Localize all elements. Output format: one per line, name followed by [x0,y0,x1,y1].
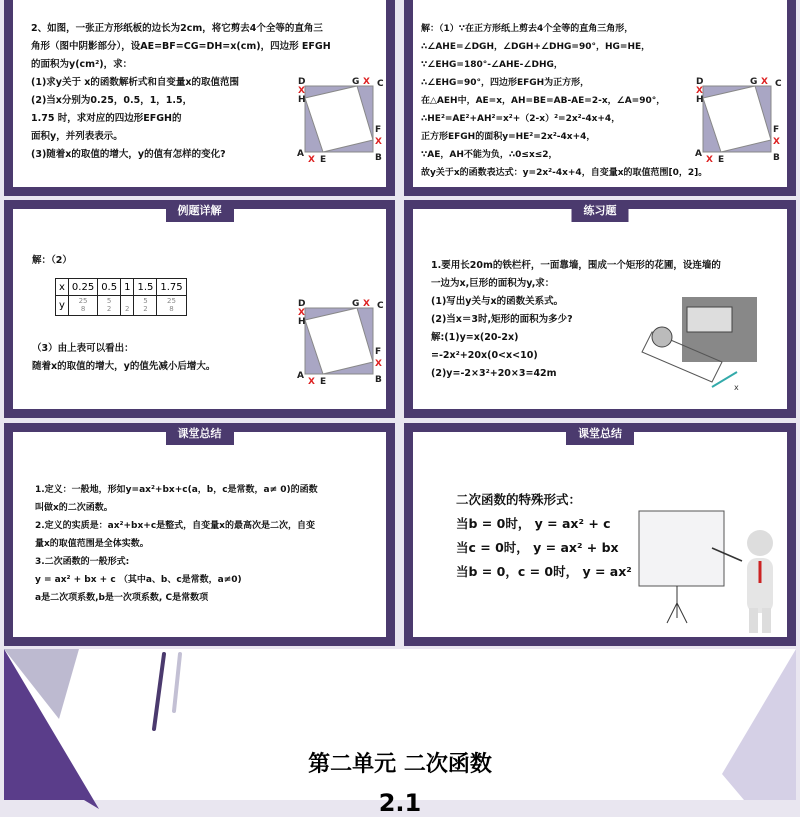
svg-text:X: X [696,86,703,96]
svg-text:D: D [298,299,306,309]
svg-text:X: X [308,377,315,387]
slide-title [4,649,796,817]
svg-text:H: H [696,95,704,105]
svg-text:X: X [298,86,305,96]
lesson-number: 2.1 [378,789,422,817]
svg-text:G: G [750,77,758,87]
svg-text:A: A [695,149,702,159]
svg-text:X: X [363,77,370,87]
svg-text:G: G [352,77,360,87]
square-diagram [295,77,385,165]
svg-text:X: X [308,155,315,165]
slide-summary-forms [404,423,796,646]
dimension-label: x [734,383,739,392]
presenter-whiteboard-illustration [632,503,792,638]
svg-text:X: X [375,137,382,147]
value-table: x 0.25 0.5 1 1.5 1.75 y 25 8 5 2 2 5 2 25 8 [55,278,187,316]
svg-text:F: F [375,347,382,357]
slide-tab-title: 课堂总结 [166,423,234,445]
svg-text:X: X [375,359,382,369]
slide-tab-title: 课堂总结 [566,423,634,445]
square-diagram [693,77,783,165]
svg-text:B: B [375,153,382,163]
svg-text:H: H [298,317,306,327]
problem-text: 2、如图，一张正方形纸板的边长为2cm，将它剪去4个全等的直角三 角形（图中阴影部分），设AE=BF=CG=DH=x(cm)，四边形 EFGH 的面积为y(cm²)，求： (1)求y关于 x的函数解析式和自变量x的取值范围 (2)当x分别为0.25，0.5，1，1.5， 1.75 时，求对应的四边形EFGH的 面积y，并列表表示。 (3)随着x的取值的增大，y的值有怎样的变化? [31,23,331,160]
garden-fence-illustration [642,292,762,392]
svg-text:C: C [775,79,782,89]
svg-text:D: D [298,77,306,87]
slide-tab-title: 例题详解 [166,200,234,222]
svg-text:X: X [298,308,305,318]
svg-text:E: E [320,155,327,165]
slide-example [4,200,395,418]
svg-text:C: C [377,301,384,311]
svg-text:A: A [297,371,304,381]
svg-text:B: B [773,153,780,163]
svg-text:C: C [377,79,384,89]
svg-text:B: B [375,375,382,385]
svg-text:D: D [696,77,704,87]
svg-text:X: X [706,155,713,165]
solution-heading: 解：（2） [32,255,72,266]
square-diagram [295,299,385,387]
svg-text:X: X [761,77,768,87]
slide-summary-definition [4,423,395,646]
conclusion-text: （3）由上表可以看出： 随着x的取值的增大，y的值先减小后增大。 [32,343,216,372]
solution-text: 解：（1）∵在正方形纸上剪去4个全等的直角三角形， ∴∠AHE=∠DGH，∠DGH+∠DHG=90°，HG=HE， ∵∠EHG=180°-∠AHE-∠DHG， ∴∠EHG=90°，四边形EFGH为正方形， 在△AEH中，AE=x，AH=BE=AB-AE=2-x，∠A=90°， ∴HE²=AE²+AH²=x²+（2-x）²=2x²-4x+4， 正方形EFGH的面积y=HE²=2x²-4x+4， ∵AE，AH不能为负，∴0≤x≤2， 故y关于x的函数表达式：y=2x²-4x+4，自变量x的取值范围[0，2]。 [421,24,708,178]
svg-text:X: X [773,137,780,147]
svg-text:E: E [320,377,327,387]
svg-text:G: G [352,299,360,309]
svg-text:A: A [297,149,304,159]
special-forms-text: 二次函数的特殊形式： 当b = 0时， y = ax² + c 当c = 0时， y = ax² + bx 当b = 0，c = 0时， y = ax² [456,492,632,579]
svg-text:F: F [773,125,780,135]
svg-text:E: E [718,155,725,165]
svg-text:X: X [363,299,370,309]
unit-title: 第二单元 二次函数 [308,752,492,777]
exercise-text: 1.要用长20m的铁栏杆，一面靠墙，围成一个矩形的花圃，设连墙的 一边为x,巨形的面积为y,求： (1)写出y关与x的函数关系式。 (2)当x＝3时,矩形的面积为多少? 解:(1)y=x(20-2x) =-2x²+20x(0<x<10) (2)y=-2×3²+20×3=42m [431,260,721,379]
svg-text:H: H [298,95,306,105]
slide-exercise [404,200,796,418]
slide-tab-title: 练习题 [572,200,629,222]
slide-problem [4,0,395,196]
slide-solution [404,0,796,196]
svg-text:F: F [375,125,382,135]
summary-text: 1.定义：一般地，形如y=ax²+bx+c(a，b，c是常数，a≠ 0)的函数 叫做x的二次函数。 2.定义的实质是：ax²+bx+c是整式，自变量x的最高次是二次，自变 量x的取值范围是全体实数。 3.二次函数的一般形式: y = ax² + bx + c （其中a、b、c是常数，a≠0) a是二次项系数,b是一次项系数, C是常数项 [35,485,318,603]
